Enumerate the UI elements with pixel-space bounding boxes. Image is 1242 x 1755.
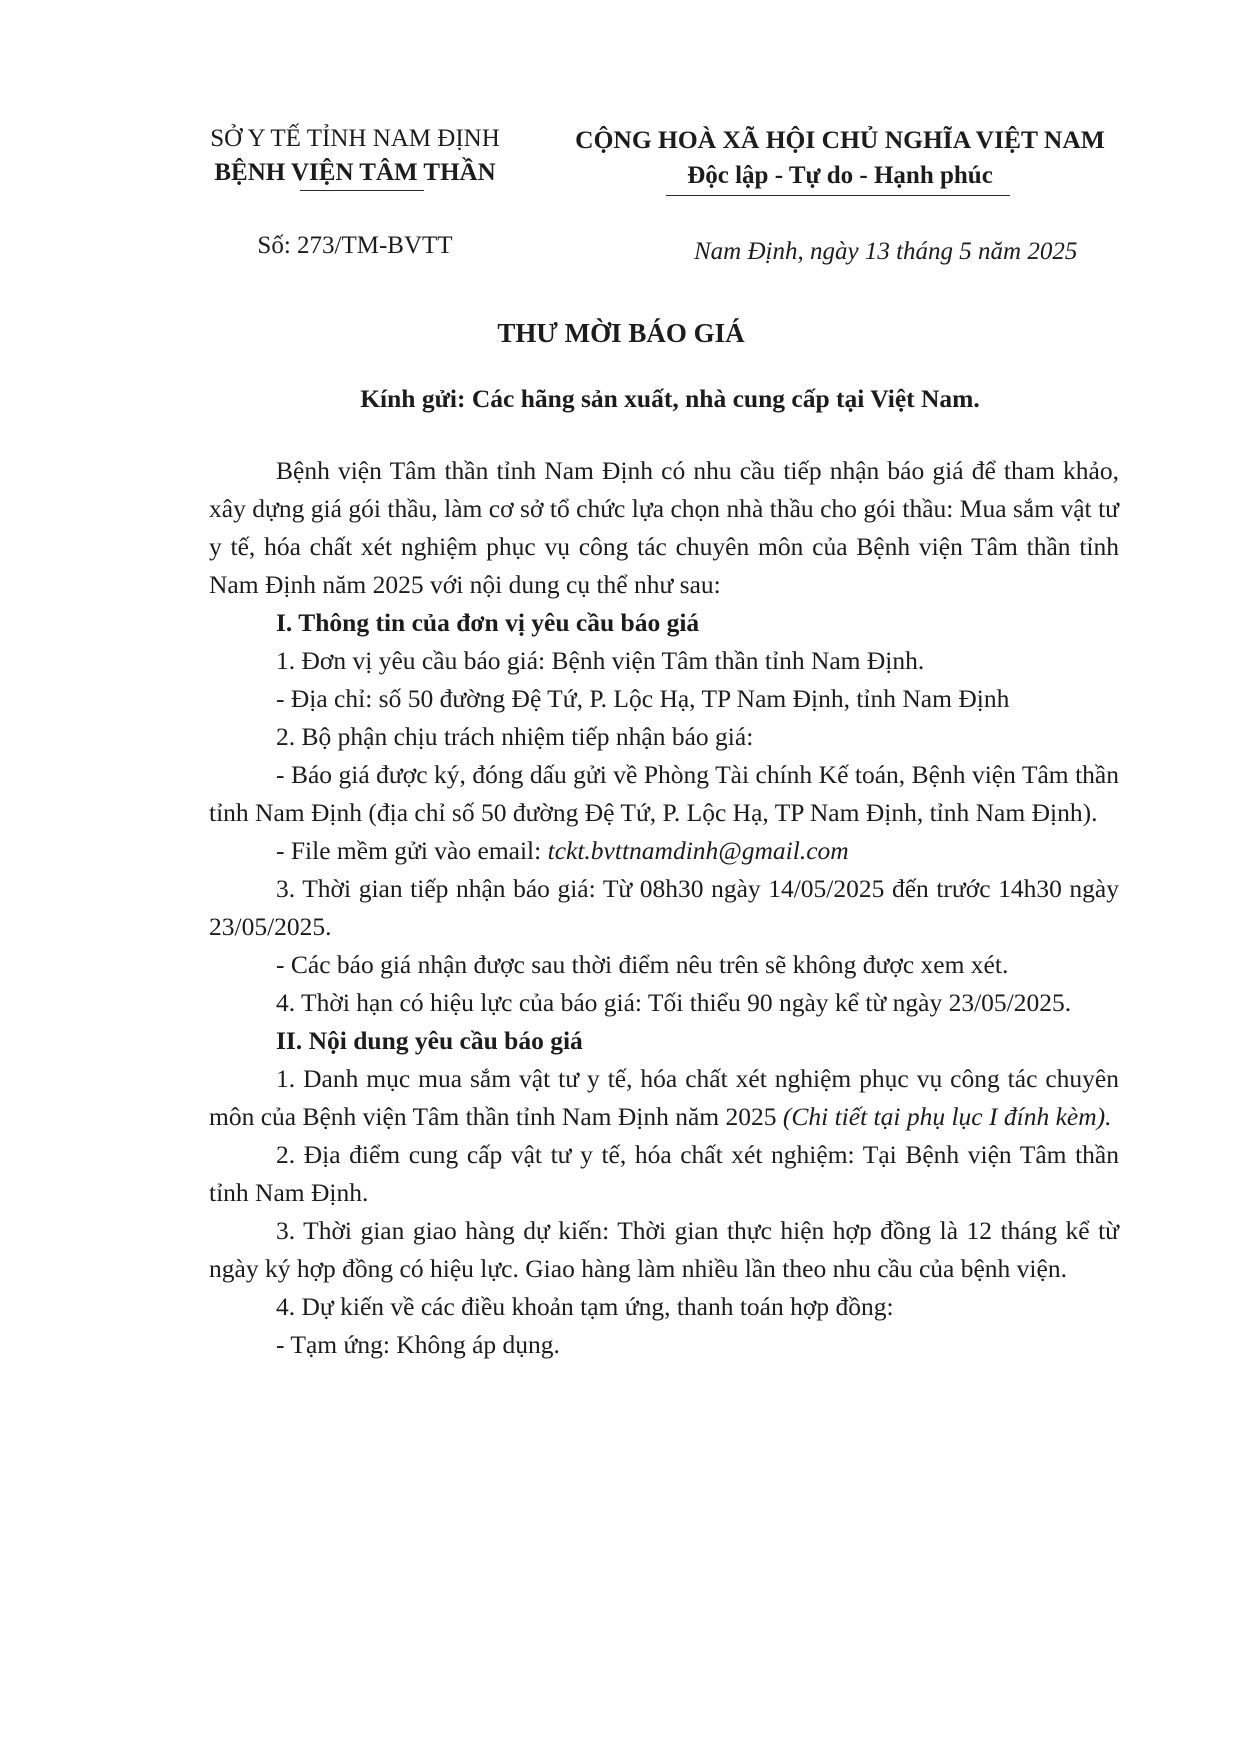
section-1-submission: - Báo giá được ký, đóng dấu gửi về Phòng Tài chính Kế toán, Bệnh viện Tâm thần tỉnh Nam Định (địa chỉ số 50 đường Đệ Tứ, P. Lộc Hạ, TP Nam Định, tỉnh Nam Định). — [209, 760, 1119, 827]
section-2-item-2: 2. Địa điểm cung cấp vật tư y tế, hóa chất xét nghiệm: Tại Bệnh viện Tâm thần tỉnh Nam Định. — [209, 1140, 1119, 1207]
issuer-org: BỆNH VIỆN TÂM THẦN — [214, 159, 496, 186]
section-1-email — [209, 832, 1119, 870]
motto-underline — [666, 195, 1010, 196]
national-motto: Độc lập - Tự do - Hạnh phúc — [687, 162, 993, 189]
document-number: Số: 273/TM-BVTT — [257, 232, 453, 259]
section-2-advance: - Tạm ứng: Không áp dụng. — [276, 1330, 560, 1359]
email-label: - File mềm gửi vào email: — [276, 836, 542, 865]
document-date: Nam Định, ngày 13 tháng 5 năm 2025 — [694, 238, 1078, 265]
section-1-item-4: 4. Thời hạn có hiệu lực của báo giá: Tối thiểu 90 ngày kể từ ngày 23/05/2025. — [276, 988, 1072, 1017]
intro-paragraph: Bệnh viện Tâm thần tỉnh Nam Định có nhu cầu tiếp nhận báo giá để tham khảo, xây dựng giá gói thầu, làm cơ sở tổ chức lựa chọn nhà thầu cho gói thầu: Mua sắm vật tư y tế, hóa chất xét nghiệm phục vụ công tác chuyên môn của Bệnh viện Tâm thần tỉnh Nam Định năm 2025 với nội dung cụ thể như sau: — [209, 456, 1119, 599]
national-title: CỘNG HOÀ XÃ HỘI CHỦ NGHĨA VIỆT NAM — [575, 125, 1105, 154]
email-address[interactable]: tckt.bvttnamdinh@gmail.com — [547, 836, 849, 865]
document-title: THƯ MỜI BÁO GIÁ — [497, 318, 745, 348]
issuer-underline — [300, 190, 424, 191]
section-1-heading: I. Thông tin của đơn vị yêu cầu báo giá — [276, 608, 700, 637]
section-2-heading: II. Nội dung yêu cầu báo giá — [276, 1026, 583, 1055]
national-title-block — [560, 122, 1120, 194]
issuer-parent-org: SỞ Y TẾ TỈNH NAM ĐỊNH — [210, 125, 500, 152]
section-1-item-1: 1. Đơn vị yêu cầu báo giá: Bệnh viện Tâm thần tỉnh Nam Định. — [276, 646, 925, 675]
section-1-late-note: - Các báo giá nhận được sau thời điểm nêu trên sẽ không được xem xét. — [276, 950, 1009, 979]
issuer-block — [185, 122, 525, 190]
section-1-item-2: 2. Bộ phận chịu trách nhiệm tiếp nhận báo giá: — [276, 722, 754, 751]
document-body — [209, 452, 1119, 1364]
section-2-item-3: 3. Thời gian giao hàng dự kiến: Thời gian thực hiện hợp đồng là 12 tháng kể từ ngày ký hợp đồng có hiệu lực. Giao hàng làm nhiều lần theo nhu cầu của bệnh viện. — [209, 1216, 1119, 1283]
section-2-item-1 — [209, 1060, 1119, 1136]
section-1-item-3: 3. Thời gian tiếp nhận báo giá: Từ 08h30 ngày 14/05/2025 đến trước 14h30 ngày 23/05/2025. — [209, 874, 1119, 941]
recipient-line: Kính gửi: Các hãng sản xuất, nhà cung cấp tại Việt Nam. — [360, 384, 980, 413]
section-2-item-4: 4. Dự kiến về các điều khoản tạm ứng, thanh toán hợp đồng: — [276, 1292, 894, 1321]
section-2-item-1-text: 1. Danh mục mua sắm vật tư y tế, hóa chất xét nghiệm phục vụ công tác chuyên môn của Bệnh viện Tâm thần tỉnh Nam Định năm 2025 — [209, 1064, 1119, 1131]
section-1-address: - Địa chỉ: số 50 đường Đệ Tứ, P. Lộc Hạ, TP Nam Định, tỉnh Nam Định — [276, 684, 1010, 713]
section-2-item-1-note: (Chi tiết tại phụ lục I đính kèm). — [782, 1102, 1112, 1131]
